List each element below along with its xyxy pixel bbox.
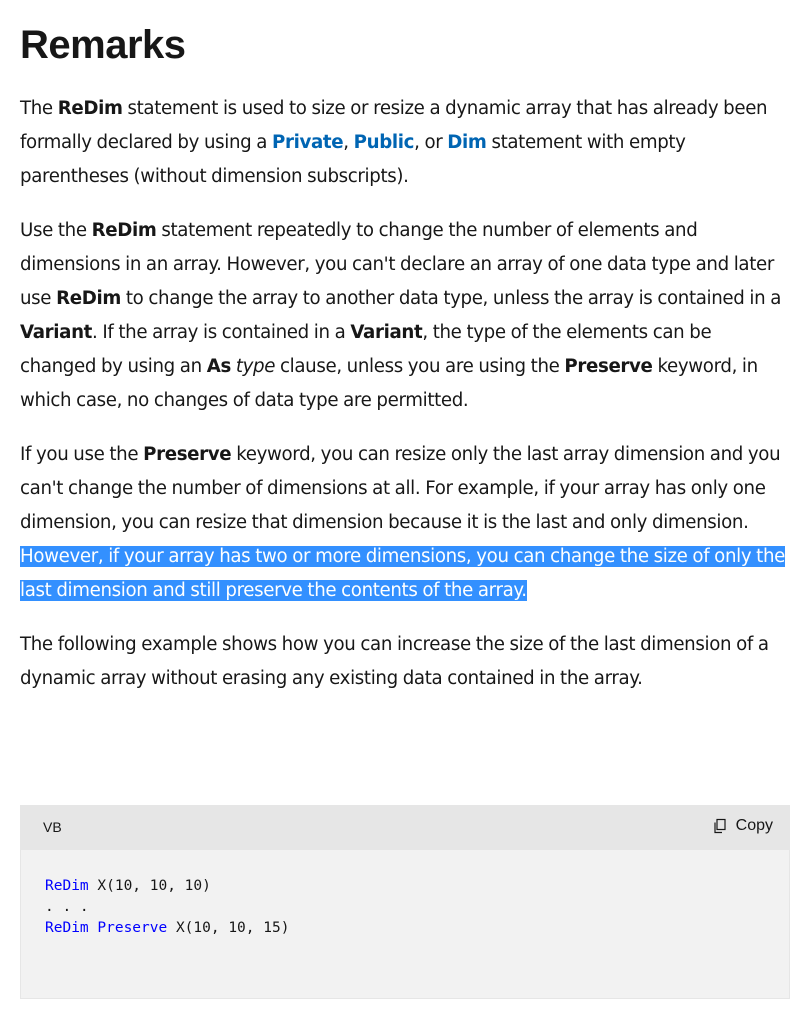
italic-type: type [235, 356, 276, 377]
text: , [343, 132, 354, 153]
paragraph-preserve [20, 438, 790, 608]
text: The [20, 98, 58, 119]
text: keyword, you can resize only the last array dimension and you can't change the number of dimensions at all. For example, if your array has only one dimension, you can resize that dimension because it is the last and only dimension. [20, 444, 781, 533]
text: keyword, in which case, no changes of data type are permitted. [20, 356, 758, 411]
text: clause, unless you are using the [275, 356, 565, 377]
paragraph-redim-intro [20, 92, 790, 194]
link-public[interactable]: Public [353, 132, 415, 153]
paragraph-example-intro: The following example shows how you can increase the size of the last dimension of a dynamic array without erasing any existing data contained in the array. [20, 634, 769, 689]
text: , or [414, 132, 448, 153]
code-keyword: ReDim Preserve [45, 920, 168, 936]
text: to change the array to another data type, unless the array is contained in a [120, 288, 781, 309]
selected-text[interactable]: However, if your array has two or more dimensions, you can change the size of only the last dimension and still preserve the contents of the array. [20, 546, 785, 601]
keyword-variant: Variant [20, 322, 93, 343]
code-ellipsis: . . . [45, 899, 89, 915]
code-keyword: ReDim [45, 878, 89, 894]
keyword-variant: Variant [350, 322, 423, 343]
code-text: X(10, 10, 10) [88, 878, 211, 894]
copy-button[interactable] [712, 817, 773, 835]
keyword-redim: ReDim [56, 288, 121, 309]
link-dim[interactable]: Dim [447, 132, 487, 153]
text: statement is used to size or resize a dynamic array that has already been formally declared by using a [20, 98, 768, 153]
code-text: X(10, 10, 15) [167, 920, 290, 936]
keyword-redim: ReDim [91, 220, 157, 241]
paragraph-redim-usage [20, 214, 790, 418]
page-title: Remarks [20, 23, 186, 67]
text: statement with empty parentheses (without dimension subscripts). [20, 132, 686, 187]
code-content[interactable] [21, 850, 789, 939]
code-language-label: VB [43, 819, 62, 835]
keyword-redim: ReDim [57, 98, 123, 119]
code-header [21, 806, 789, 850]
copy-label: Copy [735, 817, 773, 834]
copy-icon [712, 818, 728, 834]
article-content [20, 0, 790, 696]
keyword-as: As [206, 356, 231, 377]
text: , the type of the elements can be changed by using an [20, 322, 712, 377]
link-private[interactable]: Private [272, 132, 344, 153]
text: Use the [20, 220, 92, 241]
text: If you use the [20, 444, 144, 465]
text: statement repeatedly to change the number of elements and dimensions in an array. However, you can't declare an array of one data type and later use [20, 220, 774, 309]
keyword-preserve: Preserve [564, 356, 653, 377]
text: . If the array is contained in a [92, 322, 351, 343]
keyword-preserve: Preserve [143, 444, 232, 465]
code-block [20, 805, 790, 999]
